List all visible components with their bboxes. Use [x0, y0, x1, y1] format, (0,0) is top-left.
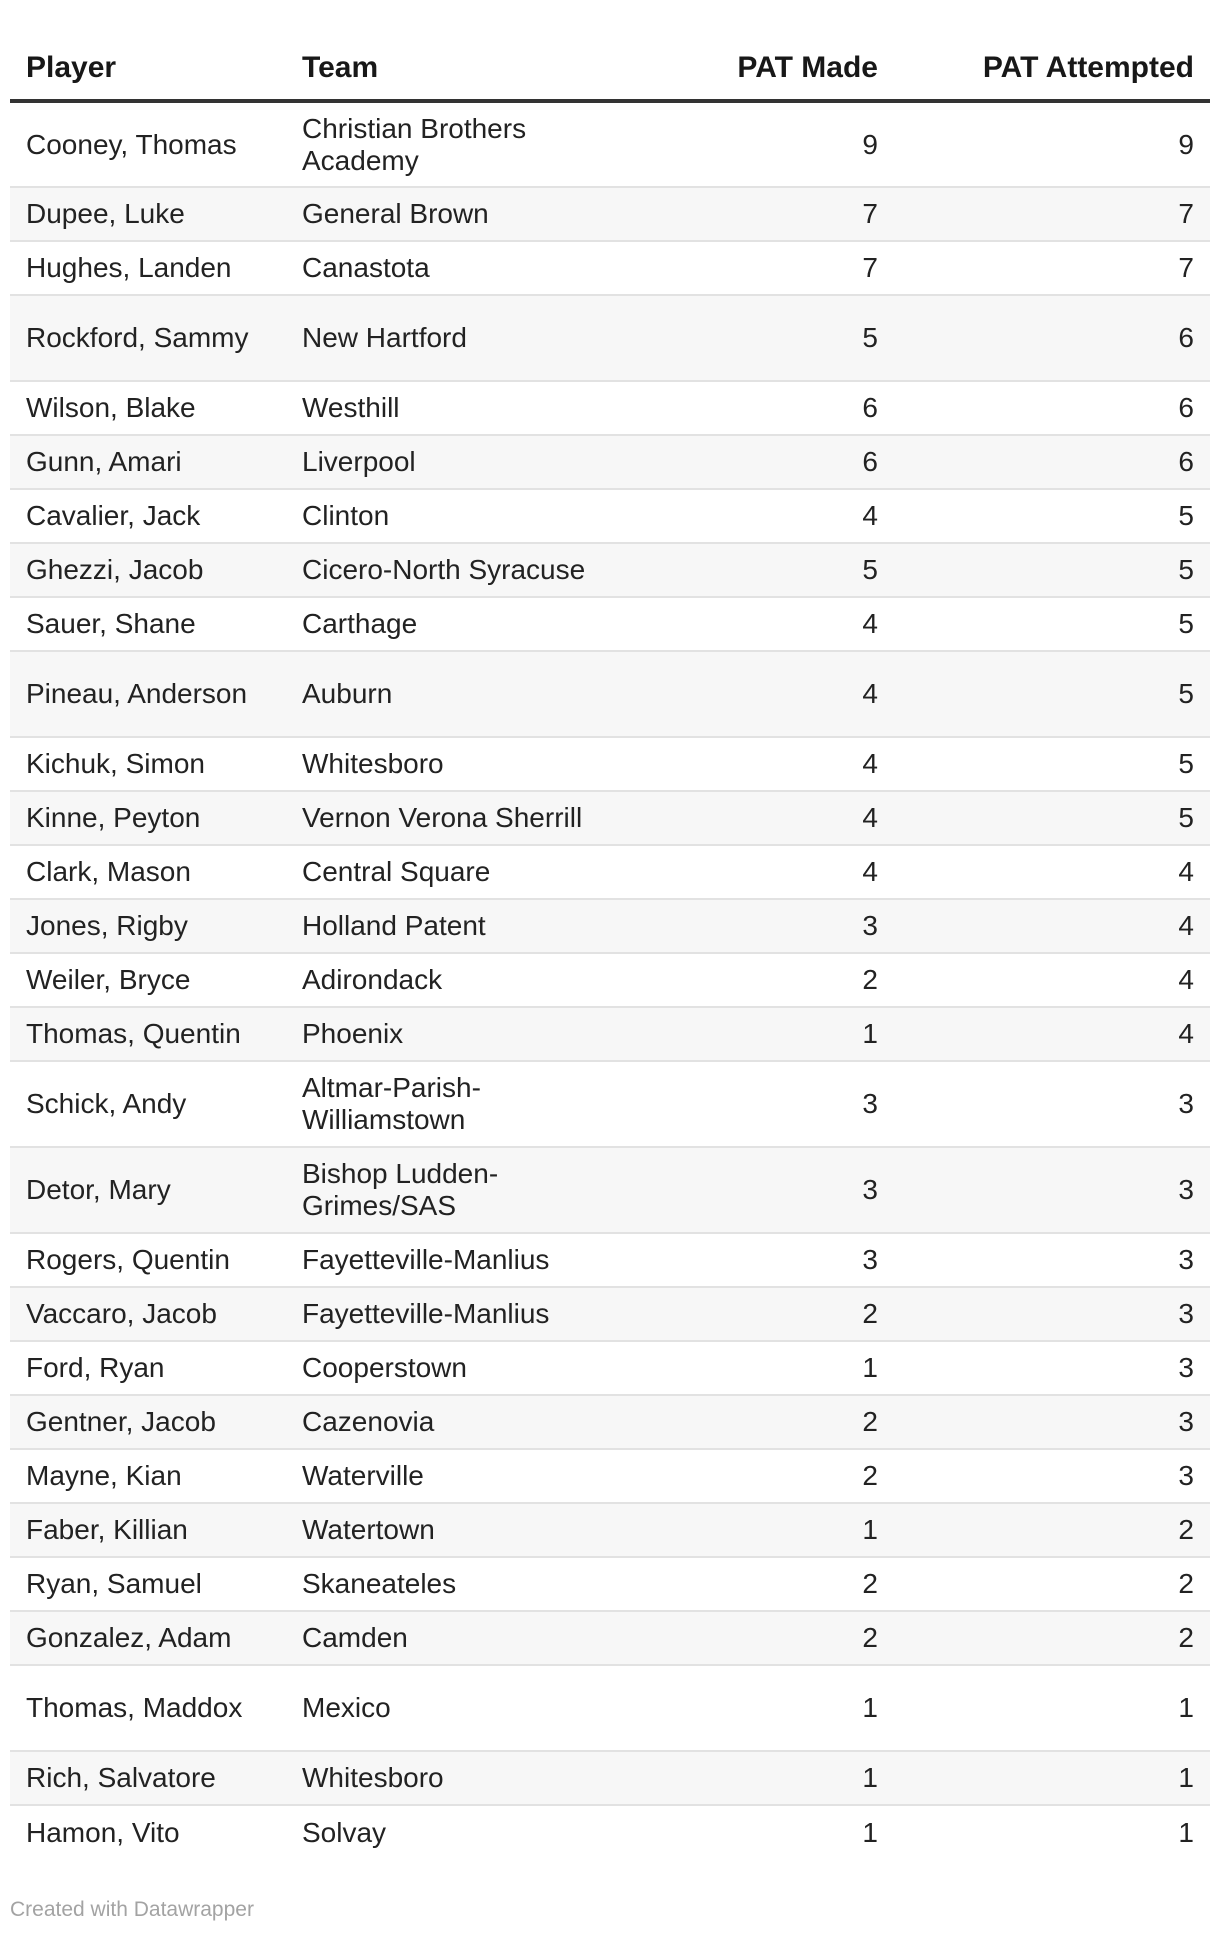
pat-stats-table	[10, 36, 1210, 1859]
cell-player: Kinne, Peyton	[10, 791, 286, 845]
cell-team: Carthage	[286, 597, 656, 651]
cell-player: Rich, Salvatore	[10, 1751, 286, 1805]
cell-team: Waterville	[286, 1449, 656, 1503]
table-row	[10, 1233, 1210, 1287]
cell-team: Cicero-North Syracuse	[286, 543, 656, 597]
cell-team: Camden	[286, 1611, 656, 1665]
cell-pat-attempted: 3	[894, 1061, 1210, 1147]
cell-pat-made: 1	[862, 1816, 878, 1848]
cell-team: Fayetteville-Manlius	[286, 1233, 656, 1287]
cell-pat-made: 6	[656, 435, 894, 489]
cell-team: Cazenovia	[286, 1395, 656, 1449]
cell-pat-attempted: 7	[894, 187, 1210, 241]
cell-pat-attempted: 1	[894, 1665, 1210, 1751]
cell-player: Hughes, Landen	[10, 241, 286, 295]
cell-player: Weiler, Bryce	[10, 953, 286, 1007]
table-row	[10, 241, 1210, 295]
cell-player: Jones, Rigby	[10, 899, 286, 953]
cell-player: Gunn, Amari	[10, 435, 286, 489]
table-row	[10, 1805, 1210, 1859]
cell-pat-made: 1	[656, 1503, 894, 1557]
cell-player: Faber, Killian	[10, 1503, 286, 1557]
header-row	[10, 36, 1210, 101]
cell-pat-attempted: 2	[894, 1557, 1210, 1611]
table-row	[10, 1147, 1210, 1233]
cell-pat-made: 4	[656, 651, 894, 737]
column-header-player[interactable]: Player	[10, 36, 286, 101]
table-row	[10, 1395, 1210, 1449]
cell-team: Whitesboro	[286, 1751, 656, 1805]
cell-player: Pineau, Anderson	[10, 651, 286, 737]
column-header-pat-made[interactable]: PAT Made	[656, 36, 894, 101]
cell-pat-attempted: 1	[894, 1751, 1210, 1805]
cell-team: Westhill	[286, 381, 656, 435]
cell-pat-attempted: 3	[894, 1341, 1210, 1395]
cell-team: General Brown	[286, 187, 656, 241]
cell-team: Solvay	[302, 1816, 387, 1848]
table-row	[10, 489, 1210, 543]
cell-team: Holland Patent	[286, 899, 656, 953]
table-row	[10, 651, 1210, 737]
cell-player: Wilson, Blake	[10, 381, 286, 435]
table-row	[10, 899, 1210, 953]
cell-player: Kichuk, Simon	[10, 737, 286, 791]
table-row	[10, 543, 1210, 597]
cell-pat-attempted: 1	[1178, 1816, 1194, 1848]
cell-pat-made: 2	[656, 1449, 894, 1503]
cell-pat-attempted: 5	[894, 597, 1210, 651]
cell-pat-made: 2	[656, 1557, 894, 1611]
cell-pat-made: 2	[656, 1395, 894, 1449]
table-body	[10, 101, 1210, 1859]
table-row	[10, 1007, 1210, 1061]
table-row	[10, 1751, 1210, 1805]
table-row	[10, 101, 1210, 187]
cell-pat-made: 1	[656, 1341, 894, 1395]
cell-player: Ford, Ryan	[10, 1341, 286, 1395]
cell-team: Whitesboro	[286, 737, 656, 791]
cell-pat-attempted: 6	[894, 295, 1210, 381]
cell-team: Mexico	[286, 1665, 656, 1751]
cell-team: Phoenix	[286, 1007, 656, 1061]
cell-team: Liverpool	[286, 435, 656, 489]
table-row	[10, 1061, 1210, 1147]
cell-team: Adirondack	[286, 953, 656, 1007]
cell-pat-made: 3	[656, 1061, 894, 1147]
cell-pat-attempted: 3	[894, 1233, 1210, 1287]
cell-pat-made: 4	[656, 845, 894, 899]
cell-pat-made: 9	[656, 101, 894, 187]
cell-pat-made: 4	[656, 737, 894, 791]
cell-player: Clark, Mason	[10, 845, 286, 899]
cell-pat-made: 2	[656, 1611, 894, 1665]
table-row	[10, 295, 1210, 381]
table-row	[10, 187, 1210, 241]
cell-pat-attempted: 5	[894, 791, 1210, 845]
cell-pat-attempted: 5	[894, 543, 1210, 597]
column-header-pat-attempted[interactable]: PAT Attempted	[894, 36, 1210, 101]
cell-player: Thomas, Quentin	[10, 1007, 286, 1061]
cell-player: Cavalier, Jack	[10, 489, 286, 543]
table-row	[10, 953, 1210, 1007]
cell-player: Ghezzi, Jacob	[10, 543, 286, 597]
cell-player: Rockford, Sammy	[10, 295, 286, 381]
table-header	[10, 36, 1210, 101]
table-row	[10, 597, 1210, 651]
cell-team: Central Square	[286, 845, 656, 899]
cell-pat-attempted: 4	[894, 845, 1210, 899]
cell-pat-made: 4	[656, 597, 894, 651]
cell-pat-attempted: 6	[894, 381, 1210, 435]
cell-player: Rogers, Quentin	[10, 1233, 286, 1287]
cell-player: Vaccaro, Jacob	[10, 1287, 286, 1341]
cell-pat-made: 3	[656, 1233, 894, 1287]
cell-pat-attempted: 4	[894, 953, 1210, 1007]
cell-team: Skaneateles	[286, 1557, 656, 1611]
cell-pat-attempted: 9	[894, 101, 1210, 187]
cell-pat-made: 4	[656, 791, 894, 845]
cell-pat-attempted: 3	[894, 1449, 1210, 1503]
cell-player: Dupee, Luke	[10, 187, 286, 241]
table-row	[10, 1287, 1210, 1341]
datawrapper-credit: Created with Datawrapper	[10, 1898, 254, 1921]
cell-pat-made: 2	[656, 1287, 894, 1341]
cell-team: Christian Brothers Academy	[286, 101, 656, 187]
column-header-team[interactable]: Team	[286, 36, 656, 101]
table-row	[10, 845, 1210, 899]
cell-team: Auburn	[286, 651, 656, 737]
cell-team: Altmar-Parish-Williamstown	[286, 1061, 656, 1147]
table-row	[10, 381, 1210, 435]
cell-team: Fayetteville-Manlius	[286, 1287, 656, 1341]
cell-pat-attempted: 3	[894, 1287, 1210, 1341]
cell-player: Gonzalez, Adam	[10, 1611, 286, 1665]
table-row	[10, 1449, 1210, 1503]
table-row	[10, 1557, 1210, 1611]
cell-pat-attempted: 7	[894, 241, 1210, 295]
cell-team: Cooperstown	[286, 1341, 656, 1395]
cell-pat-made: 3	[656, 1147, 894, 1233]
cell-pat-attempted: 5	[894, 489, 1210, 543]
cell-player: Ryan, Samuel	[10, 1557, 286, 1611]
cell-pat-attempted: 5	[894, 737, 1210, 791]
cell-pat-made: 5	[656, 295, 894, 381]
cell-pat-made: 7	[656, 241, 894, 295]
cell-pat-made: 7	[656, 187, 894, 241]
cell-pat-made: 5	[656, 543, 894, 597]
table-row	[10, 1503, 1210, 1557]
table-row	[10, 737, 1210, 791]
cell-pat-attempted: 2	[894, 1503, 1210, 1557]
cell-team: Canastota	[286, 241, 656, 295]
cell-pat-made: 1	[656, 1665, 894, 1751]
cell-team: New Hartford	[286, 295, 656, 381]
cell-player: Cooney, Thomas	[10, 101, 286, 187]
cell-team: Clinton	[286, 489, 656, 543]
cell-pat-attempted: 2	[894, 1611, 1210, 1665]
cell-player: Hamon, Vito	[26, 1816, 180, 1848]
cell-player: Schick, Andy	[10, 1061, 286, 1147]
cell-player: Mayne, Kian	[10, 1449, 286, 1503]
cell-player: Sauer, Shane	[10, 597, 286, 651]
table-row	[10, 1611, 1210, 1665]
table-row	[10, 1665, 1210, 1751]
cell-pat-made: 1	[656, 1751, 894, 1805]
cell-team: Bishop Ludden-Grimes/SAS	[286, 1147, 656, 1233]
cell-team: Watertown	[286, 1503, 656, 1557]
cell-pat-made: 1	[656, 1007, 894, 1061]
cell-pat-made: 3	[656, 899, 894, 953]
cell-pat-attempted: 6	[894, 435, 1210, 489]
cell-player: Detor, Mary	[10, 1147, 286, 1233]
cell-pat-made: 2	[656, 953, 894, 1007]
table-row	[10, 791, 1210, 845]
cell-pat-made: 6	[656, 381, 894, 435]
cell-pat-attempted: 5	[894, 651, 1210, 737]
table-row	[10, 435, 1210, 489]
cell-pat-attempted: 3	[894, 1395, 1210, 1449]
cell-pat-attempted: 4	[894, 899, 1210, 953]
cell-team: Vernon Verona Sherrill	[286, 791, 656, 845]
cell-pat-attempted: 3	[894, 1147, 1210, 1233]
table-row	[10, 1341, 1210, 1395]
cell-player: Gentner, Jacob	[10, 1395, 286, 1449]
cell-player: Thomas, Maddox	[10, 1665, 286, 1751]
cell-pat-made: 4	[656, 489, 894, 543]
cell-pat-attempted: 4	[894, 1007, 1210, 1061]
